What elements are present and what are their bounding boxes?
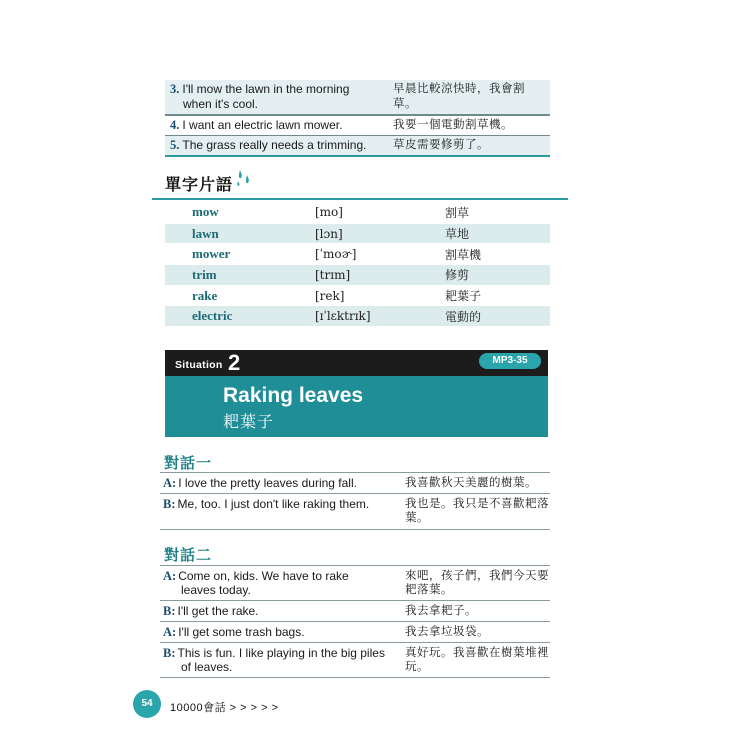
vocab-ipa: [trɪm]: [315, 267, 351, 282]
dialogue-chinese: [403, 473, 550, 493]
vocab-word: mower: [192, 246, 231, 262]
dialogue-chinese: [403, 643, 550, 677]
example-chinese-line: 草。: [393, 98, 417, 110]
dialogue-1-heading: 對話一: [164, 455, 213, 472]
mp3-track-badge: MP3-35: [479, 353, 541, 369]
vocab-meaning: 電動的: [445, 309, 482, 324]
example-row: [165, 80, 550, 115]
vocab-ipa: [rek]: [315, 288, 345, 303]
example-chinese-line: 草皮需要修剪了。: [393, 139, 489, 151]
book-title-footer: 10000會話 > > > > >: [170, 702, 279, 714]
situation-title-panel: [165, 376, 548, 437]
vocab-word: rake: [192, 287, 218, 303]
dialogue-chinese-line: 我去拿耙子。: [405, 605, 477, 617]
example-row: [165, 115, 550, 136]
dialogue-line: [160, 566, 550, 601]
dialogue-chinese-line: 葉。: [405, 512, 429, 524]
speaker-label: B:: [163, 604, 176, 618]
situation-title: Raking leaves: [223, 384, 364, 407]
dialogue-english-line: I'll get the rake.: [177, 604, 259, 618]
situation-label: Situation: [175, 359, 223, 371]
vocab-word: electric: [192, 308, 233, 324]
dialogue-english-line: Come on, kids. We have to rake: [178, 569, 349, 583]
dialogue-chinese: [403, 601, 550, 621]
example-english-line: I'll mow the lawn in the morning: [182, 82, 350, 96]
dialogue-chinese-line: 來吧，孩子們，我們今天要: [405, 570, 549, 582]
vocab-heading: 單字片語: [165, 177, 234, 194]
example-chinese-line: 我要一個電動割草機。: [393, 119, 513, 131]
vocab-word: lawn: [192, 225, 219, 241]
dialogue-1-table: [160, 472, 550, 530]
example-english: [165, 80, 391, 114]
example-number: 4.: [170, 118, 180, 132]
dialogue-english: [160, 643, 403, 677]
vocab-meaning: 割草機: [445, 247, 482, 262]
dialogue-2-table: [160, 565, 550, 678]
dialogue-line: [160, 473, 550, 494]
speaker-label: B:: [163, 646, 176, 660]
example-row: [165, 136, 550, 157]
dialogue-english-line: Me, too. I just don't like raking them.: [177, 497, 370, 511]
dialogue-english: [160, 473, 403, 493]
vocab-ipa: [ˈmoɚ]: [315, 247, 357, 262]
example-english: [165, 136, 391, 155]
example-chinese-line: 早晨比較涼快時，我會割: [393, 83, 525, 95]
example-number: 3.: [170, 82, 180, 96]
example-number: 5.: [170, 138, 180, 152]
example-english-line: when it's cool.: [183, 97, 258, 111]
dialogue-chinese-line: 我也是。我只是不喜歡耙落: [405, 498, 549, 510]
dialogue-english: [160, 601, 403, 621]
vocab-row: [165, 305, 550, 326]
example-english-line: I want an electric lawn mower.: [182, 118, 343, 132]
vocab-word: mow: [192, 204, 219, 220]
example-chinese: [391, 116, 550, 135]
situation-number: 2: [228, 350, 241, 375]
dialogue-line: [160, 643, 550, 678]
speaker-label: A:: [163, 569, 177, 583]
example-chinese: [391, 136, 550, 155]
situation-subtitle: 耙葉子: [223, 414, 275, 431]
vocab-row: [165, 223, 550, 244]
example-chinese: [391, 80, 550, 114]
vocab-meaning: 耙葉子: [445, 289, 482, 304]
vocab-meaning: 修剪: [445, 268, 470, 283]
vocab-table: [165, 202, 550, 326]
dialogue-chinese: [403, 494, 550, 529]
water-drops-icon: [234, 168, 254, 188]
dialogue-2-heading: 對話二: [164, 547, 213, 564]
dialogue-line: [160, 622, 550, 643]
dialogue-chinese-line: 真好玩。我喜歡在樹葉堆裡: [405, 647, 549, 659]
dialogue-english: [160, 494, 403, 529]
vocab-divider: [152, 198, 568, 200]
example-english: [165, 116, 391, 135]
dialogue-chinese-line: 我喜歡秋天美麗的樹葉。: [405, 477, 537, 489]
dialogue-english-line: leaves today.: [181, 583, 251, 597]
speaker-label: A:: [163, 476, 177, 490]
dialogue-english: [160, 566, 403, 600]
vocab-row: [165, 243, 550, 264]
situation-header-bar: [165, 350, 548, 376]
speaker-label: A:: [163, 625, 177, 639]
dialogue-english-line: This is fun. I like playing in the big piles: [177, 646, 385, 660]
speaker-label: B:: [163, 497, 176, 511]
page-number-badge: 54: [133, 690, 161, 718]
vocab-ipa: [lɔn]: [315, 226, 343, 241]
vocab-row: [165, 264, 550, 285]
vocab-meaning: 草地: [445, 227, 470, 242]
dialogue-chinese: [403, 566, 550, 600]
dialogue-chinese-line: 我去拿垃圾袋。: [405, 626, 489, 638]
dialogue-english: [160, 622, 403, 642]
dialogue-line: [160, 494, 550, 530]
vocab-row: [165, 202, 550, 223]
dialogue-chinese-line: 耙落葉。: [405, 584, 453, 596]
dialogue-english-line: I'll get some trash bags.: [178, 625, 305, 639]
dialogue-chinese: [403, 622, 550, 642]
example-english-line: The grass really needs a trimming.: [182, 138, 367, 152]
dialogue-english-line: I love the pretty leaves during fall.: [178, 476, 357, 490]
dialogue-chinese-line: 玩。: [405, 661, 429, 673]
vocab-meaning: 割草: [445, 205, 470, 220]
vocab-row: [165, 285, 550, 306]
vocab-word: trim: [192, 266, 217, 282]
vocab-ipa: [mo]: [315, 205, 343, 220]
example-sentences-table: [165, 80, 550, 157]
vocab-ipa: [ɪˈlɛktrɪk]: [315, 309, 371, 324]
dialogue-line: [160, 601, 550, 622]
dialogue-english-line: of leaves.: [181, 660, 233, 674]
